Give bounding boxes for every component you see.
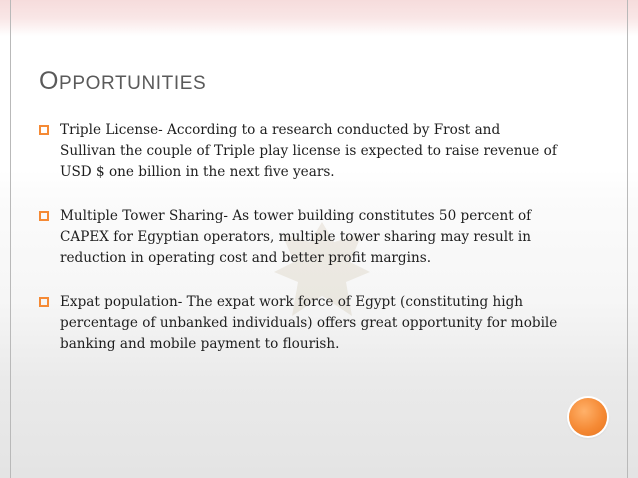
slide-title-rest: PPORTUNITIES [59, 73, 207, 94]
bullet-text: Multiple Tower Sharing- As tower building constitutes 50 percent of CAPEX for Egyptian operators, multiple tower sharing may result in reduction in operating cost and better profit margins. [60, 208, 532, 266]
right-border-line [627, 0, 628, 478]
bullet-list [38, 120, 558, 355]
hollow-square-bullet-icon [39, 125, 49, 135]
hollow-square-bullet-icon [39, 211, 49, 221]
orange-circle-decoration [569, 398, 607, 436]
hollow-square-bullet-icon [39, 297, 49, 307]
slide-title-initial: O [39, 67, 60, 95]
bullet-item-tower-sharing [38, 206, 558, 269]
bullet-text: Triple License- According to a research conducted by Frost and Sullivan the couple of Triple play license is expected to raise revenue of USD $ one billion in the next five years. [60, 122, 557, 180]
slide-title [39, 67, 206, 96]
bullet-item-triple-license [38, 120, 558, 183]
bullet-item-expat-population [38, 292, 558, 355]
bullet-text: Expat population- The expat work force of Egypt (constituting high percentage of unbanked individuals) offers great opportunity for mobile banking and mobile payment to flourish. [60, 294, 558, 352]
left-border-line [10, 0, 11, 478]
